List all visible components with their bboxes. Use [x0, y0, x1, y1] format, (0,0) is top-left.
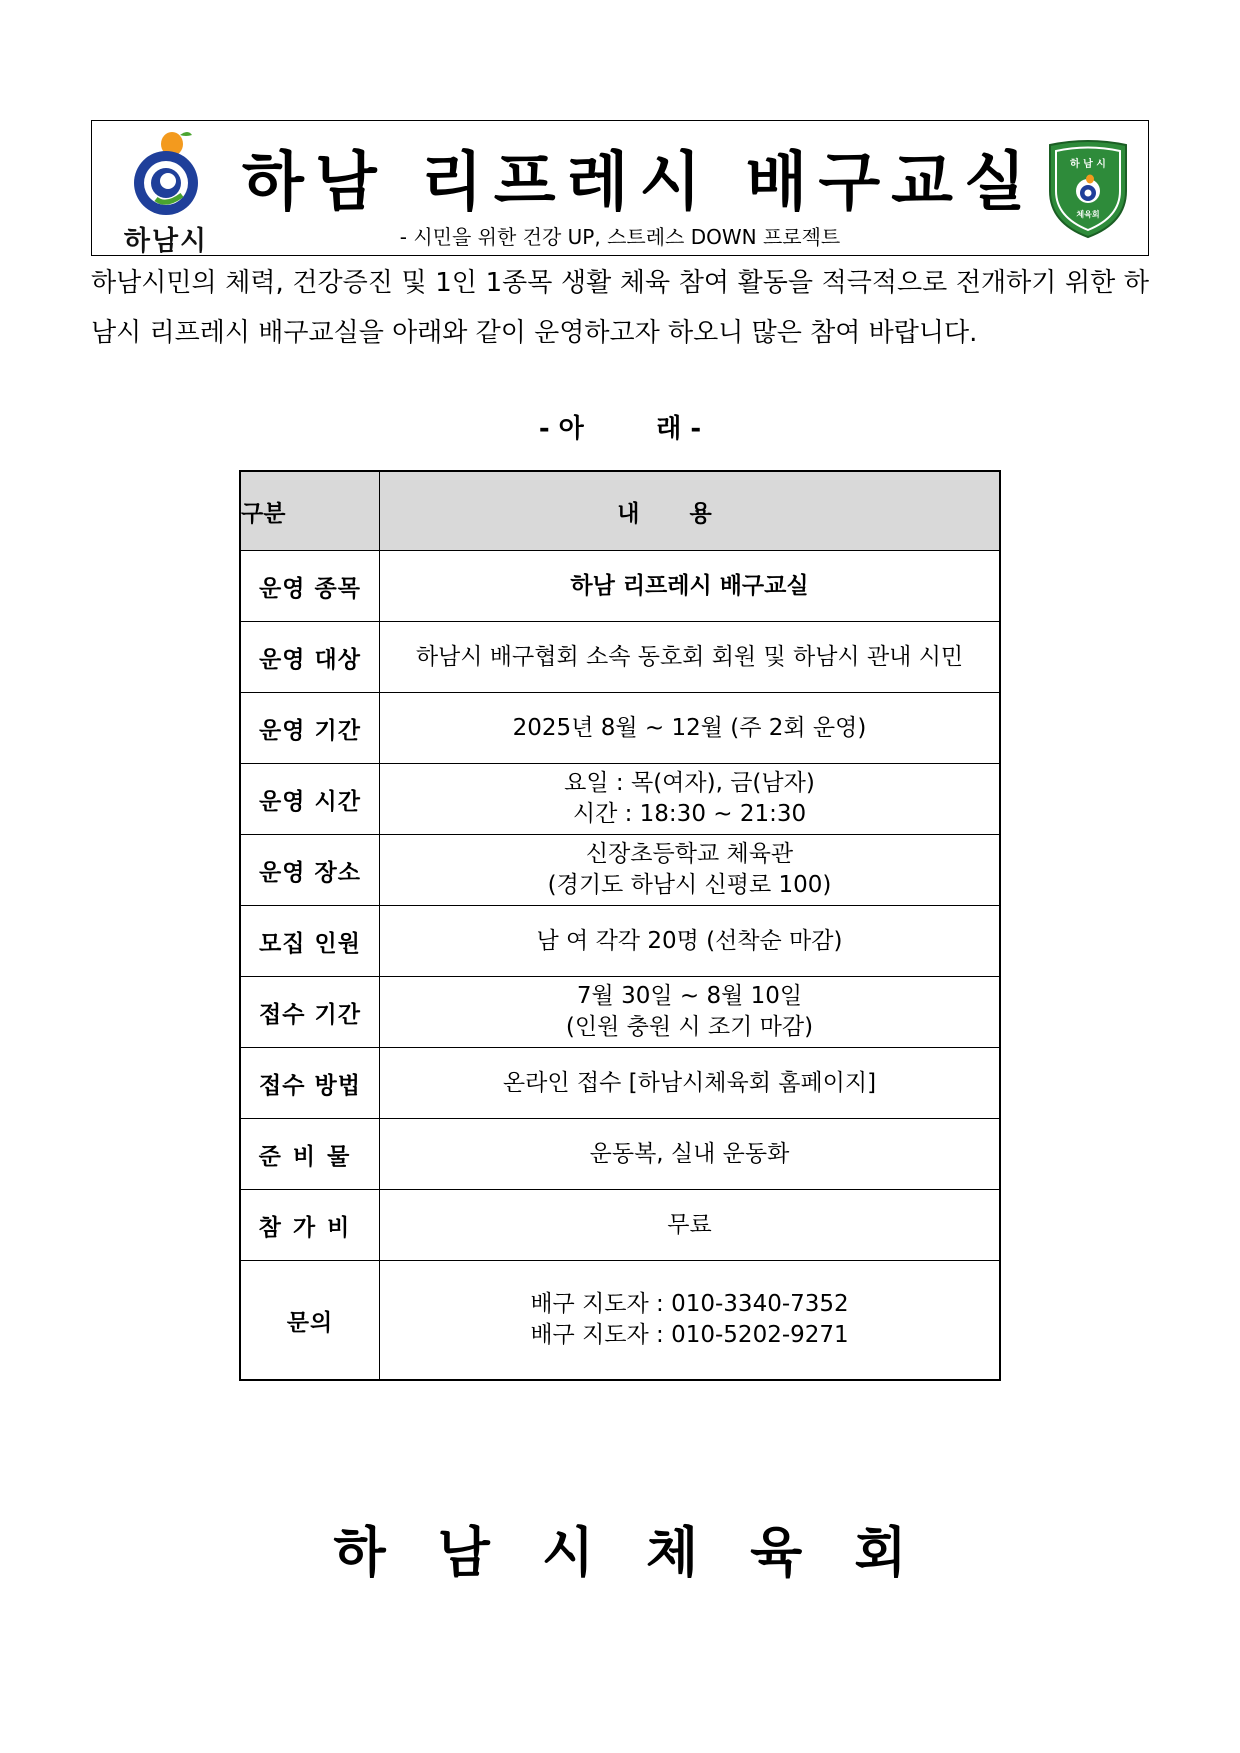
program-info-table: [239, 470, 1001, 1381]
row-content: [380, 764, 1001, 835]
content-line: 남 여 각각 20명 (선착순 마감): [536, 927, 843, 954]
row-content: [380, 622, 1001, 693]
row-category: 참가비: [240, 1190, 380, 1261]
row-category: 접수 기간: [240, 977, 380, 1048]
row-content: [380, 1119, 1001, 1190]
row-category: 문의: [240, 1261, 380, 1381]
row-content: [380, 977, 1001, 1048]
row-category: 접수 방법: [240, 1048, 380, 1119]
content-line: 하남 리프레시 배구교실: [570, 572, 809, 599]
row-content: [380, 1261, 1001, 1381]
content-line: (인원 충원 시 조기 마감): [565, 1014, 814, 1040]
content-line: 무료: [667, 1211, 712, 1238]
shield-icon: [1046, 139, 1130, 239]
document-title: 하남 리프레시 배구교실: [242, 146, 1037, 220]
table-row: [240, 1261, 1000, 1381]
table-row: [240, 835, 1000, 906]
emblem-text-bottom: 체육회: [1076, 210, 1100, 219]
city-symbol-icon: [126, 129, 206, 219]
row-content: [380, 906, 1001, 977]
city-logo-text: 하남시: [123, 226, 209, 257]
document-subtitle: - 시민을 위한 건강 UP, 스트레스 DOWN 프로젝트: [399, 225, 841, 249]
row-content: [380, 693, 1001, 764]
notice-heading: - 아 래 -: [538, 414, 702, 444]
content-line: 신장초등학교 체육관: [585, 841, 794, 867]
content-line: 운동복, 실내 운동화: [589, 1140, 790, 1167]
emblem-text-top: 하 남 시: [1070, 159, 1106, 170]
row-category: 준비물: [240, 1119, 380, 1190]
sports-council-emblem: [1046, 139, 1130, 239]
content-line: 배구 지도자 : 010-5202-9271: [530, 1322, 849, 1348]
row-category: 운영 장소: [240, 835, 380, 906]
row-category: 운영 대상: [240, 622, 380, 693]
hanam-city-logo: [106, 129, 226, 257]
row-category: 운영 기간: [240, 693, 380, 764]
content-line: 요일 : 목(여자), 금(남자): [564, 770, 815, 796]
header-content: 내용: [380, 471, 1001, 551]
row-content: [380, 551, 1001, 622]
content-line: 2025년 8월 ~ 12월 (주 2회 운영): [512, 714, 867, 741]
table-row: [240, 764, 1000, 835]
table-row: [240, 906, 1000, 977]
row-content: [380, 835, 1001, 906]
row-category: 모집 인원: [240, 906, 380, 977]
table-row: [240, 977, 1000, 1048]
row-category: 운영 시간: [240, 764, 380, 835]
intro-paragraph: 하남시민의 체력, 건강증진 및 1인 1종목 생활 체육 참여 활동을 적극적으로 전개하기 위한 하남시 리프레시 배구교실을 아래와 같이 운영하고자 하오니 많은 참여 바랍니다.: [91, 268, 1149, 348]
row-category: 운영 종목: [240, 551, 380, 622]
title-box: [91, 120, 1149, 256]
header-category: 구분: [240, 471, 380, 551]
table-row: [240, 693, 1000, 764]
content-line: 하남시 배구협회 소속 동호회 회원 및 하남시 관내 시민: [415, 643, 964, 670]
row-content: [380, 1190, 1001, 1261]
table-row: [240, 1190, 1000, 1261]
table-row: [240, 551, 1000, 622]
content-line: 온라인 접수 [하남시체육회 홈페이지]: [502, 1069, 877, 1096]
content-line: 시간 : 18:30 ~ 21:30: [572, 801, 807, 827]
content-line: 7월 30일 ~ 8월 10일: [576, 983, 803, 1009]
content-line: (경기도 하남시 신평로 100): [547, 872, 832, 898]
table-row: [240, 1048, 1000, 1119]
table-header-row: [240, 471, 1000, 551]
row-content: [380, 1048, 1001, 1119]
table-row: [240, 622, 1000, 693]
content-line: 배구 지도자 : 010-3340-7352: [530, 1291, 849, 1317]
table-row: [240, 1119, 1000, 1190]
issuer-name: 하남시체육회: [333, 1521, 959, 1584]
